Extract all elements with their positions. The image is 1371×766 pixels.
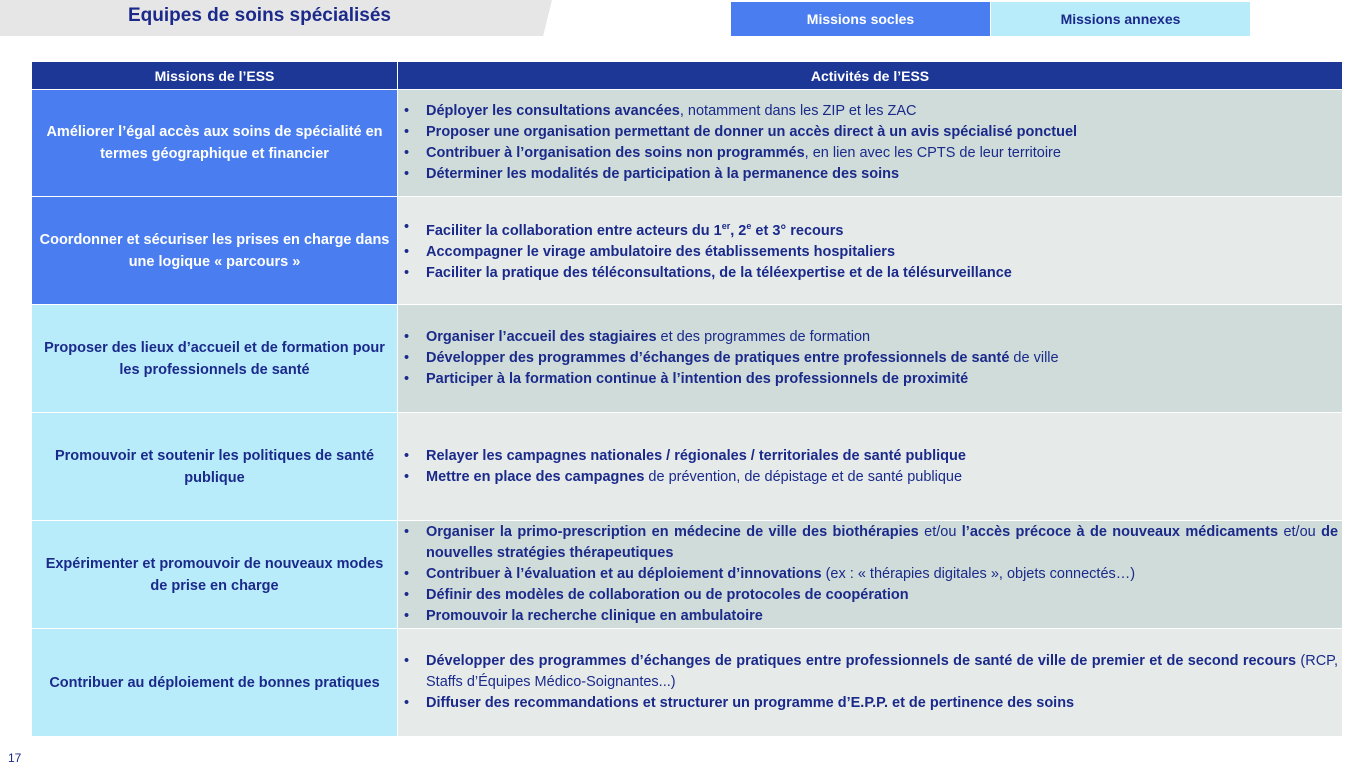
table-row — [32, 305, 1343, 413]
activities-cell — [398, 413, 1343, 521]
list-item: • Accompagner le virage ambulatoire des établissements hospitaliers — [404, 242, 1338, 263]
table-header-row — [32, 62, 1343, 90]
table-row — [32, 521, 1343, 629]
activities-list — [404, 522, 1338, 627]
activities-cell — [398, 90, 1343, 197]
list-item: • Faciliter la collaboration entre acteurs du 1er, 2e et 3° recours — [404, 217, 1338, 243]
activities-cell — [398, 305, 1343, 413]
list-item: • Organiser l’accueil des stagiaires et des programmes de formation — [404, 327, 1338, 348]
page-number: 17 — [8, 751, 22, 765]
activities-list — [404, 327, 1338, 390]
mission-cell: Améliorer l’égal accès aux soins de spécialité en termes géographique et financier — [32, 90, 398, 197]
list-item: • Promouvoir la recherche clinique en ambulatoire — [404, 606, 1338, 627]
list-item: • Participer à la formation continue à l’intention des professionnels de proximité — [404, 369, 1338, 390]
table-row — [32, 629, 1343, 737]
missions-table — [31, 61, 1343, 737]
page-title: Equipes de soins spécialisés — [128, 5, 391, 26]
mission-cell: Proposer des lieux d’accueil et de formation pour les professionnels de santé — [32, 305, 398, 413]
list-item: • Diffuser des recommandations et structurer un programme d’E.P.P. et de pertinence des soins — [404, 693, 1338, 714]
list-item: • Faciliter la pratique des téléconsultations, de la téléexpertise et de la télésurveillance — [404, 263, 1338, 284]
mission-cell: Expérimenter et promouvoir de nouveaux modes de prise en charge — [32, 521, 398, 629]
list-item: • Mettre en place des campagnes de prévention, de dépistage et de santé publique — [404, 467, 1338, 488]
list-item: • Proposer une organisation permettant de donner un accès direct à un avis spécialisé ponctuel — [404, 122, 1338, 143]
activities-cell — [398, 629, 1343, 737]
list-item: • Contribuer à l’évaluation et au déploiement d’innovations (ex : « thérapies digitales », objets connectés…) — [404, 564, 1338, 585]
activities-list — [404, 651, 1338, 714]
tab-missions-annexes[interactable]: Missions annexes — [991, 2, 1250, 36]
activities-cell — [398, 197, 1343, 305]
list-item: • Déployer les consultations avancées, notamment dans les ZIP et les ZAC — [404, 101, 1338, 122]
table-row — [32, 197, 1343, 305]
column-header-activities: Activités de l’ESS — [398, 62, 1343, 90]
list-item: • Contribuer à l’organisation des soins non programmés, en lien avec les CPTS de leur territoire — [404, 143, 1338, 164]
list-item: • Organiser la primo-prescription en médecine de ville des biothérapies et/ou l’accès précoce à de nouveaux médicaments et/ou de nouvelles stratégies thérapeutiques — [404, 522, 1338, 564]
mission-cell: Contribuer au déploiement de bonnes pratiques — [32, 629, 398, 737]
list-item: • Développer des programmes d’échanges de pratiques entre professionnels de santé de ville — [404, 348, 1338, 369]
list-item: • Relayer les campagnes nationales / régionales / territoriales de santé publique — [404, 446, 1338, 467]
activities-cell — [398, 521, 1343, 629]
list-item: • Définir des modèles de collaboration ou de protocoles de coopération — [404, 585, 1338, 606]
activities-list — [404, 101, 1338, 185]
column-header-missions: Missions de l’ESS — [32, 62, 398, 90]
table-row — [32, 90, 1343, 197]
mission-cell: Promouvoir et soutenir les politiques de santé publique — [32, 413, 398, 521]
table-row — [32, 413, 1343, 521]
list-item: • Déterminer les modalités de participation à la permanence des soins — [404, 164, 1338, 185]
list-item: • Développer des programmes d’échanges de pratiques entre professionnels de santé de ville de premier et de second recours (RCP, Staffs d’Équipes Médico-Soignantes...) — [404, 651, 1338, 693]
activities-list — [404, 217, 1338, 285]
activities-list — [404, 446, 1338, 488]
mission-cell: Coordonner et sécuriser les prises en charge dans une logique « parcours » — [32, 197, 398, 305]
tab-missions-socles[interactable]: Missions socles — [731, 2, 990, 36]
